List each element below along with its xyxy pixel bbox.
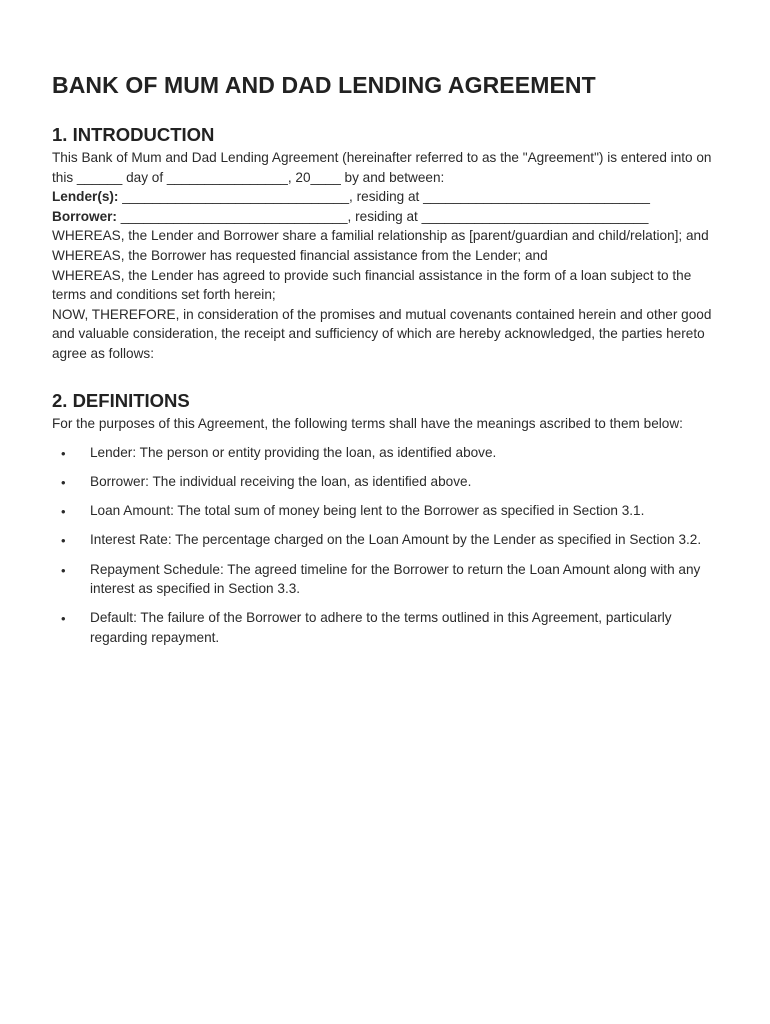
definition-text: Repayment Schedule: The agreed timeline for the Borrower to return the Loan Amount along with any interest as specified in Section 3.3. [90,561,701,597]
definitions-list [52,443,712,647]
document-page [52,68,712,657]
definition-text: Lender: The person or entity providing the loan, as identified above. [90,445,497,461]
bullet-icon: • [61,533,66,549]
definitions-intro: For the purposes of this Agreement, the following terms shall have the meanings ascribed to them below: [52,415,683,431]
list-item [52,560,712,599]
lender-label: Lender(s): [52,189,119,205]
definition-text: Interest Rate: The percentage charged on the Loan Amount by the Lender as specified in Section 3.2. [90,532,702,548]
bullet-icon: • [61,562,66,578]
lender-line [52,187,712,207]
list-item [52,443,712,463]
whereas-clause-3: WHEREAS, the Lender has agreed to provide such financial assistance in the form of a loan subject to the terms and conditions set forth herein; [52,267,692,303]
list-item [52,530,712,550]
definitions-heading: 2. DEFINITIONS [52,389,190,411]
borrower-line [52,207,712,227]
borrower-blank-text: ______________________________, residing at ______________________________ [116,208,649,224]
introduction-heading: 1. INTRODUCTION [52,124,215,145]
introduction-section [52,122,712,364]
whereas-clause-2: WHEREAS, the Borrower has requested financial assistance from the Lender; and [52,247,548,263]
whereas-clause-1: WHEREAS, the Lender and Borrower share a familial relationship as [parent/guardian and child/relation]; and [52,228,709,244]
bullet-icon: • [61,475,66,491]
definitions-section [52,388,712,648]
opening-paragraph: This Bank of Mum and Dad Lending Agreement (hereinafter referred to as the "Agreement") is entered into on this ______ day of ________________, 20____ by and between: [52,150,712,185]
bullet-icon: • [61,611,66,627]
definition-text: Borrower: The individual receiving the loan, as identified above. [90,474,472,490]
borrower-label: Borrower: [52,208,117,224]
definition-text: Loan Amount: The total sum of money being lent to the Borrower as specified in Section 3.1. [90,503,645,519]
bullet-icon: • [61,504,66,520]
bullet-icon: • [61,446,66,462]
list-item [52,608,712,647]
lender-blank-text: ______________________________, residing at ______________________________ [118,189,650,205]
now-therefore-clause: NOW, THEREFORE, in consideration of the promises and mutual covenants contained herein and other good and valuable consideration, the receipt and sufficiency of which are hereby acknowledged, the parties hereto agree as follows: [52,306,712,361]
document-title: BANK OF MUM AND DAD LENDING AGREEMENT [52,72,596,98]
definition-text: Default: The failure of the Borrower to adhere to the terms outlined in this Agreement, particularly regarding repayment. [90,610,672,645]
list-item [52,501,712,521]
list-item [52,472,712,492]
